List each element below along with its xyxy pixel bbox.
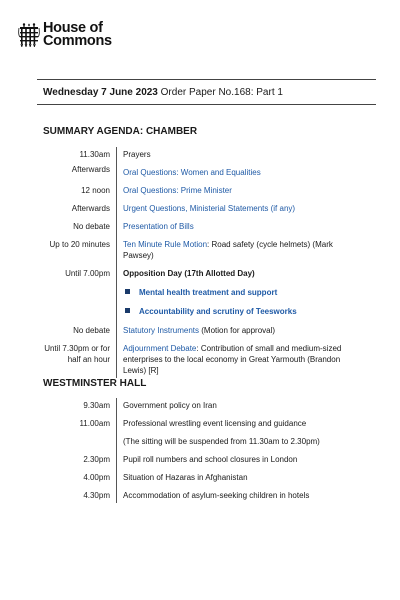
- header-top-rule: [37, 79, 376, 80]
- agenda-time: 9.30am: [83, 401, 110, 410]
- teesworks-link[interactable]: Accountability and scrutiny of Teesworks: [139, 307, 297, 316]
- adjournment-debate-link[interactable]: Adjournment Debate: [123, 344, 197, 353]
- agenda-item: Government policy on Iran: [116, 398, 376, 413]
- agenda-row: [37, 449, 376, 467]
- agenda-row: [37, 162, 376, 180]
- paper-number: Order Paper No.168: Part 1: [160, 87, 283, 98]
- agenda-item: [116, 338, 376, 378]
- agenda-row: [37, 485, 376, 503]
- agenda-item-link[interactable]: [116, 216, 376, 234]
- westminster-hall-agenda: [37, 398, 376, 503]
- agenda-time: [37, 431, 116, 449]
- agenda-time: [37, 300, 116, 319]
- agenda-row: [37, 234, 376, 263]
- agenda-time: Afterwards: [71, 165, 110, 174]
- logo-wordmark: [43, 22, 112, 48]
- agenda-row: [37, 147, 376, 162]
- agenda-item: Situation of Hazaras in Afghanistan: [116, 467, 376, 485]
- agenda-item: Professional wrestling event licensing and guidance: [116, 413, 376, 431]
- agenda-time: 12 noon: [81, 186, 110, 195]
- presentation-of-bills-link[interactable]: Presentation of Bills: [123, 222, 194, 231]
- portcullis-icon: [18, 23, 40, 47]
- statutory-instruments-detail: (Motion for approval): [199, 326, 276, 335]
- agenda-row: [37, 467, 376, 485]
- agenda-time: No debate: [73, 326, 110, 335]
- agenda-time: 4.00pm: [83, 473, 110, 482]
- mental-health-link[interactable]: Mental health treatment and support: [139, 288, 278, 297]
- agenda-row: [37, 413, 376, 431]
- agenda-time: [37, 281, 116, 300]
- agenda-time: Until 7.00pm: [65, 269, 110, 278]
- oral-questions-pm-link[interactable]: Oral Questions: Prime Minister: [123, 186, 232, 195]
- agenda-time: Up to 20 minutes: [49, 240, 110, 249]
- agenda-row: [37, 300, 376, 319]
- agenda-row: [37, 338, 376, 378]
- agenda-row: [37, 180, 376, 198]
- agenda-row: [37, 216, 376, 234]
- agenda-item: Accommodation of asylum-seeking children in hotels: [116, 485, 376, 503]
- agenda-time-line-2: half an hour: [67, 355, 110, 364]
- logo-line-2: Commons: [43, 33, 112, 49]
- agenda-item-link[interactable]: [116, 198, 376, 216]
- opposition-day-title: Opposition Day (17th Allotted Day): [116, 263, 376, 281]
- agenda-time: 11.00am: [79, 419, 110, 428]
- agenda-item-link[interactable]: [116, 162, 376, 180]
- chamber-agenda: [37, 147, 376, 378]
- square-bullet-icon: [125, 308, 130, 313]
- agenda-item: [116, 234, 376, 263]
- agenda-row: [37, 431, 376, 449]
- agenda-time: No debate: [73, 222, 110, 231]
- house-of-commons-logo: [18, 22, 112, 48]
- chamber-heading: SUMMARY AGENDA: CHAMBER: [43, 126, 198, 137]
- adjournment-debate-detail: : Contribution of small and medium-sized enterprises to the local economy in Great Yarmouth (Brandon Lewis) [R]: [123, 344, 342, 375]
- opposition-motion-item[interactable]: [116, 281, 376, 300]
- agenda-row: [37, 398, 376, 413]
- square-bullet-icon: [125, 289, 130, 294]
- opposition-motion-item[interactable]: [116, 300, 376, 319]
- agenda-row: [37, 319, 376, 338]
- statutory-instruments-link[interactable]: Statutory Instruments: [123, 326, 200, 335]
- suspension-note: (The sitting will be suspended from 11.30am to 2.30pm): [116, 431, 376, 449]
- agenda-item: [116, 319, 376, 338]
- agenda-time: 4.30pm: [83, 491, 110, 500]
- agenda-time: Afterwards: [71, 204, 110, 213]
- westminster-hall-heading: WESTMINSTER HALL: [43, 378, 147, 389]
- urgent-questions-link[interactable]: Urgent Questions, Ministerial Statements (if any): [123, 204, 296, 213]
- agenda-item: Prayers: [116, 147, 376, 162]
- agenda-item: Pupil roll numbers and school closures in London: [116, 449, 376, 467]
- ten-minute-rule-detail: : Road safety (cycle helmets) (Mark Pawsey): [123, 240, 333, 260]
- order-paper-title: [43, 87, 283, 98]
- logo-line-1: House of: [43, 20, 103, 36]
- oral-questions-women-link[interactable]: Oral Questions: Women and Equalities: [123, 168, 261, 177]
- header-bottom-rule: [37, 104, 376, 105]
- agenda-row: [37, 198, 376, 216]
- agenda-row: [37, 263, 376, 281]
- ten-minute-rule-link[interactable]: Ten Minute Rule Motion: [123, 240, 208, 249]
- agenda-time: [37, 338, 116, 378]
- agenda-time-line-1: Until 7.30pm or for: [44, 344, 110, 353]
- agenda-time: 11.30am: [79, 150, 110, 159]
- agenda-item-link[interactable]: [116, 180, 376, 198]
- paper-date: Wednesday 7 June 2023: [43, 87, 158, 98]
- agenda-time: 2.30pm: [83, 455, 110, 464]
- agenda-row: [37, 281, 376, 300]
